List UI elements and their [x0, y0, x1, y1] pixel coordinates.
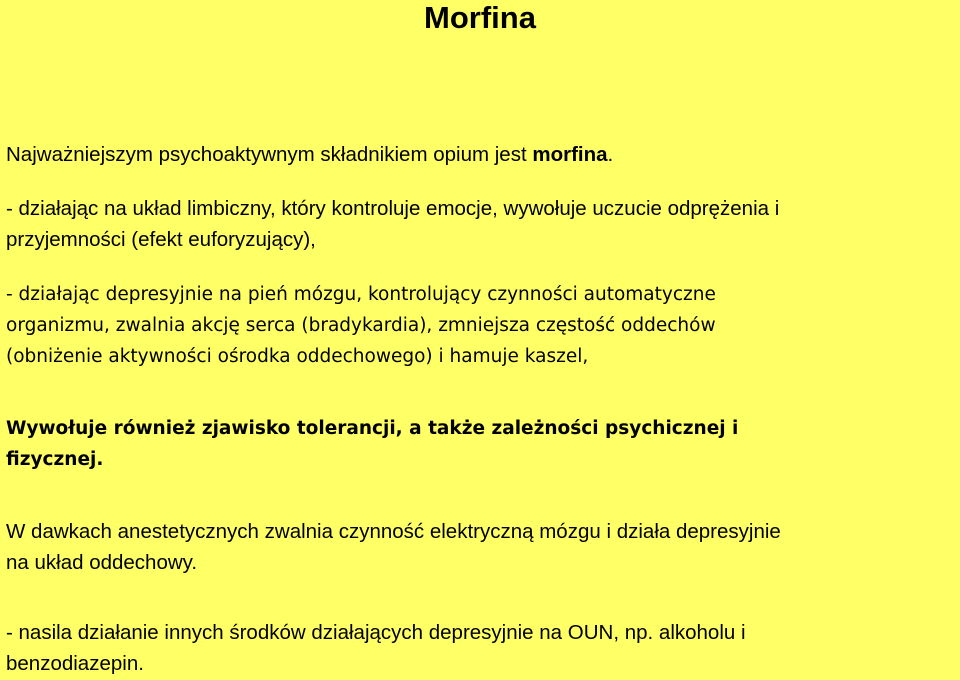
- paragraph-line: organizmu, zwalnia akcję serca (bradykardia), zmniejsza częstość oddechów: [6, 315, 716, 336]
- page-title: Morfina: [424, 0, 536, 35]
- paragraph-line: fizycznej.: [6, 449, 104, 470]
- paragraph-limbic: [6, 193, 960, 255]
- intro-text: Najważniejszym psychoaktywnym składnikiem opium jest: [6, 143, 533, 166]
- intro-emphasis: morfina: [532, 143, 608, 166]
- paragraph-line: Wywołuje również zjawisko tolerancji, a także zależności psychicznej i: [6, 418, 739, 439]
- paragraph-line: (obniżenie aktywności ośrodka oddechowego) i hamuje kaszel,: [6, 346, 589, 367]
- paragraph-line: - nasila działanie innych środków działających depresyjnie na OUN, np. alkoholu i: [6, 621, 746, 644]
- paragraph-intro: [6, 139, 960, 170]
- intro-end: .: [607, 143, 614, 166]
- paragraph-line: W dawkach anestetycznych zwalnia czynność elektryczną mózgu i działa depresyjnie: [6, 520, 781, 543]
- paragraph-line: - działając na układ limbiczny, który kontroluje emocje, wywołuje uczucie odprężenia i: [6, 197, 780, 220]
- paragraph-brainstem: [6, 279, 960, 372]
- paragraph-line: - działając depresyjnie na pień mózgu, kontrolujący czynności automatyczne: [6, 284, 716, 305]
- paragraph-line: benzodiazepin.: [6, 652, 144, 675]
- paragraph-anesthetic: [6, 516, 960, 578]
- paragraph-line: przyjemności (efekt euforyzujący),: [6, 228, 316, 251]
- paragraph-interactions: [6, 617, 960, 679]
- paragraph-tolerance: [6, 413, 960, 475]
- paragraph-line: na układ oddechowy.: [6, 551, 198, 574]
